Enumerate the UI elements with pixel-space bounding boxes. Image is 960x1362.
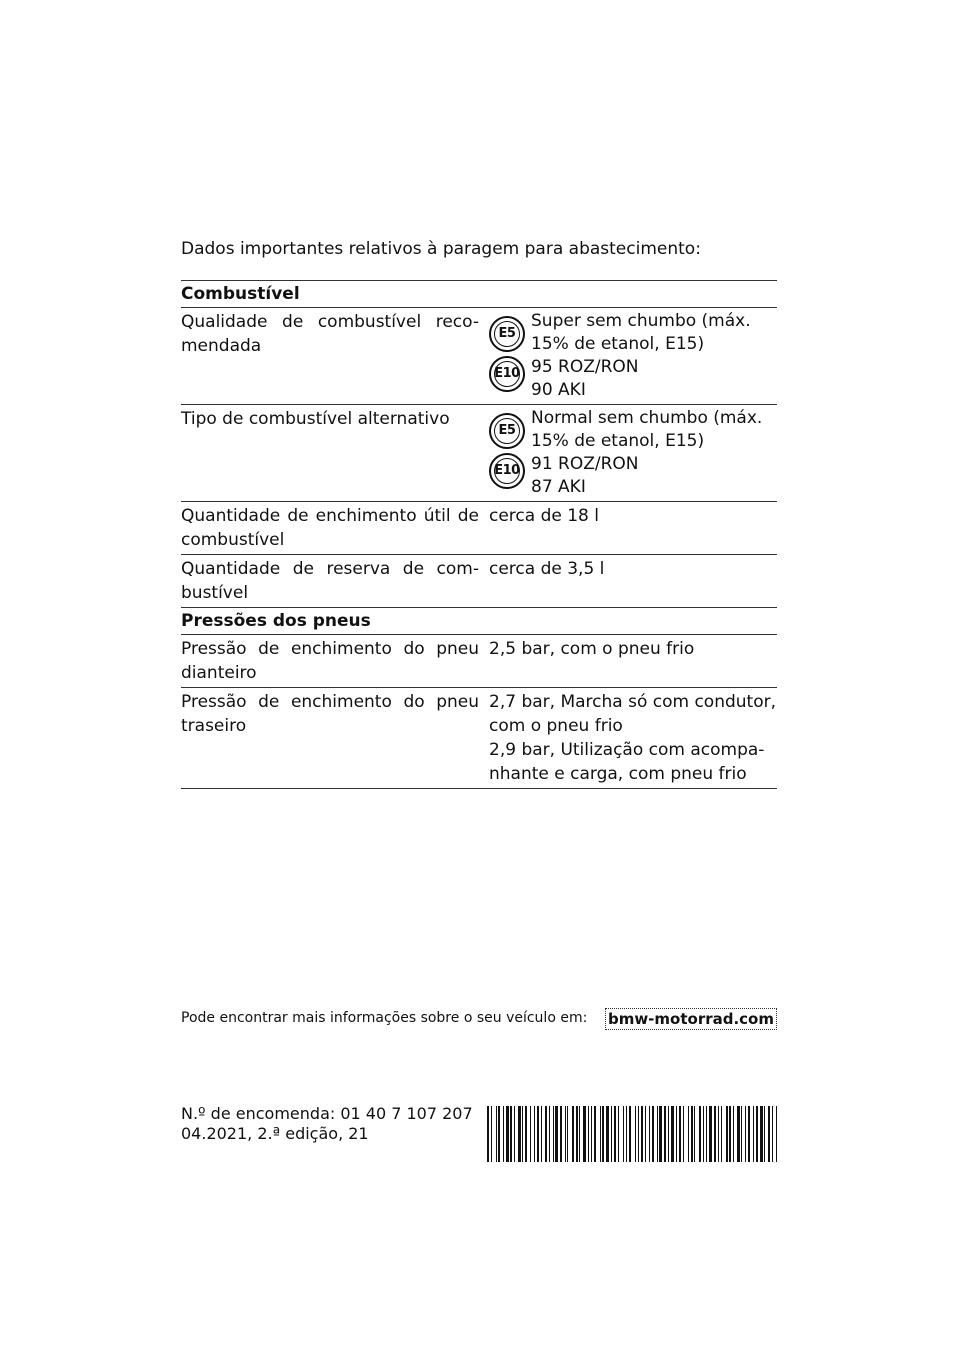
- barcode-bar: [491, 1106, 492, 1162]
- table-row-alternative-fuel: [181, 405, 777, 502]
- barcode-bar: [522, 1106, 523, 1162]
- barcode-bar: [560, 1106, 562, 1162]
- barcode-bar: [576, 1106, 578, 1162]
- table-row-recommended-fuel: [181, 308, 777, 405]
- barcode-bar: [645, 1106, 646, 1162]
- barcode-bar: [525, 1106, 527, 1162]
- barcode-bar: [676, 1106, 677, 1162]
- value-fuel-reserve: cerca de 3,5 l: [489, 555, 777, 608]
- barcode-bar: [510, 1106, 512, 1162]
- e10-badge-icon: E10: [489, 356, 525, 392]
- barcode-bar: [760, 1106, 763, 1162]
- barcode-bar: [506, 1106, 509, 1162]
- barcode-bar: [756, 1106, 758, 1162]
- barcode-bar: [623, 1106, 624, 1162]
- barcode-bar: [709, 1106, 712, 1162]
- barcode-bar: [588, 1106, 589, 1162]
- barcode-bar: [714, 1106, 716, 1162]
- barcode-icon: [487, 1106, 777, 1162]
- barcode-bar: [726, 1106, 728, 1162]
- barcode-bar: [565, 1106, 566, 1162]
- barcode-bar: [745, 1106, 746, 1162]
- barcode-bar: [657, 1106, 658, 1162]
- barcode-bar: [679, 1106, 681, 1162]
- refuel-data-table: [181, 280, 777, 789]
- label-rear-tyre: Pressão de enchimento do pneu traseiro: [181, 688, 489, 789]
- barcode-bar: [641, 1106, 643, 1162]
- barcode-bar: [688, 1106, 689, 1162]
- barcode-bar: [498, 1106, 500, 1162]
- barcode-bar: [572, 1106, 574, 1162]
- recommended-fuel-line-2: 15% de etanol, E15): [531, 334, 705, 354]
- barcode-bar: [721, 1106, 722, 1162]
- barcode-bar: [549, 1106, 550, 1162]
- label-front-tyre: Pressão de enchimento do pneu dianteiro: [181, 635, 489, 688]
- barcode-bar: [748, 1106, 750, 1162]
- barcode-bar: [614, 1106, 616, 1162]
- barcode-bar: [729, 1106, 731, 1162]
- barcode-bar: [635, 1106, 636, 1162]
- barcode-bar: [652, 1106, 654, 1162]
- barcode-bar: [545, 1106, 547, 1162]
- recommended-fuel-line-1: Super sem chumbo (máx.: [531, 311, 751, 331]
- e10-badge-icon: E10: [489, 453, 525, 489]
- recommended-fuel-line-4: 90 AKI: [531, 380, 586, 400]
- e5-badge-icon: E5: [489, 316, 525, 352]
- barcode-bar: [583, 1106, 586, 1162]
- barcode-bar: [764, 1106, 765, 1162]
- barcode-bar: [518, 1106, 521, 1162]
- barcode-bar: [776, 1106, 777, 1162]
- label-fuel-reserve: Quantidade de reserva de com-bustível: [181, 555, 489, 608]
- alternative-fuel-line-4: 87 AKI: [531, 477, 586, 497]
- table-row-fuel-reserve: [181, 555, 777, 608]
- barcode-bar: [664, 1106, 666, 1162]
- e5-badge-icon: E5: [489, 413, 525, 449]
- rear-tyre-line-4: nhante e carga, com pneu frio: [489, 764, 747, 784]
- section-title-fuel: Combustível: [181, 281, 777, 308]
- barcode-bar: [626, 1106, 627, 1162]
- barcode-bar: [629, 1106, 631, 1162]
- section-title-tyres: Pressões dos pneus: [181, 608, 777, 635]
- rear-tyre-line-2: com o pneu frio: [489, 716, 623, 736]
- recommended-fuel-line-3: 95 ROZ/RON: [531, 357, 639, 377]
- barcode-bar: [530, 1106, 531, 1162]
- barcode-bar: [638, 1106, 639, 1162]
- barcode-bar: [699, 1106, 701, 1162]
- value-front-tyre: 2,5 bar, com o pneu frio: [489, 635, 777, 688]
- barcode-bar: [737, 1106, 740, 1162]
- barcode-bar: [496, 1106, 497, 1162]
- barcode-bar: [733, 1106, 734, 1162]
- barcode-bar: [706, 1106, 707, 1162]
- label-recommended-fuel: Qualidade de combustível reco-mendada: [181, 308, 489, 405]
- barcode-bar: [768, 1106, 770, 1162]
- barcode-bar: [741, 1106, 742, 1162]
- barcode-bar: [591, 1106, 592, 1162]
- footer-note: [181, 1008, 777, 1030]
- barcode-bar: [618, 1106, 619, 1162]
- alternative-fuel-line-2: 15% de etanol, E15): [531, 431, 705, 451]
- table-row-fuel-capacity: [181, 502, 777, 555]
- barcode-bar: [514, 1106, 515, 1162]
- alternative-fuel-line-3: 91 ROZ/RON: [531, 454, 639, 474]
- barcode-bar: [753, 1106, 754, 1162]
- barcode-bar: [649, 1106, 650, 1162]
- barcode-bar: [611, 1106, 612, 1162]
- barcode-bar: [691, 1106, 693, 1162]
- barcode-bar: [600, 1106, 601, 1162]
- table-row-rear-tyre: [181, 688, 777, 789]
- intro-text: Dados importantes relativos à paragem para abastecimento:: [181, 239, 701, 259]
- barcode-bar: [718, 1106, 719, 1162]
- section-header-fuel: [181, 281, 777, 308]
- barcode-bar: [668, 1106, 669, 1162]
- barcode-bar: [659, 1106, 662, 1162]
- barcode-bar: [594, 1106, 596, 1162]
- label-alternative-fuel: Tipo de combustível alternativo: [181, 405, 489, 502]
- barcode-bar: [534, 1106, 535, 1162]
- rear-tyre-line-1: 2,7 bar, Marcha só com condutor,: [489, 692, 777, 712]
- rear-tyre-line-3: 2,9 bar, Utilização com acompa-: [489, 740, 765, 760]
- label-fuel-capacity: Quantidade de enchimento útil de combustível: [181, 502, 489, 555]
- barcode-bar: [602, 1106, 604, 1162]
- barcode-bar: [772, 1106, 773, 1162]
- edition-info: 04.2021, 2.ª edição, 21: [181, 1124, 369, 1143]
- barcode-bar: [694, 1106, 695, 1162]
- barcode-bar: [703, 1106, 704, 1162]
- barcode-bar: [503, 1106, 504, 1162]
- footer-note-text: Pode encontrar mais informações sobre o seu veículo em:: [181, 1010, 588, 1026]
- barcode-bar: [537, 1106, 539, 1162]
- value-fuel-capacity: cerca de 18 l: [489, 502, 777, 555]
- alternative-fuel-line-1: Normal sem chumbo (máx.: [531, 408, 763, 428]
- section-header-tyres: [181, 608, 777, 635]
- barcode-bar: [683, 1106, 684, 1162]
- barcode-bar: [671, 1106, 674, 1162]
- barcode-bar: [487, 1106, 489, 1162]
- order-number: N.º de encomenda: 01 40 7 107 207: [181, 1104, 473, 1123]
- barcode-bar: [579, 1106, 580, 1162]
- table-row-front-tyre: [181, 635, 777, 688]
- website-link[interactable]: bmw-motorrad.com: [605, 1008, 777, 1030]
- order-info: [181, 1104, 473, 1144]
- barcode-bar: [567, 1106, 568, 1162]
- barcode-bar: [555, 1106, 558, 1162]
- barcode-bar: [541, 1106, 542, 1162]
- barcode-bar: [606, 1106, 609, 1162]
- barcode-bar: [553, 1106, 554, 1162]
